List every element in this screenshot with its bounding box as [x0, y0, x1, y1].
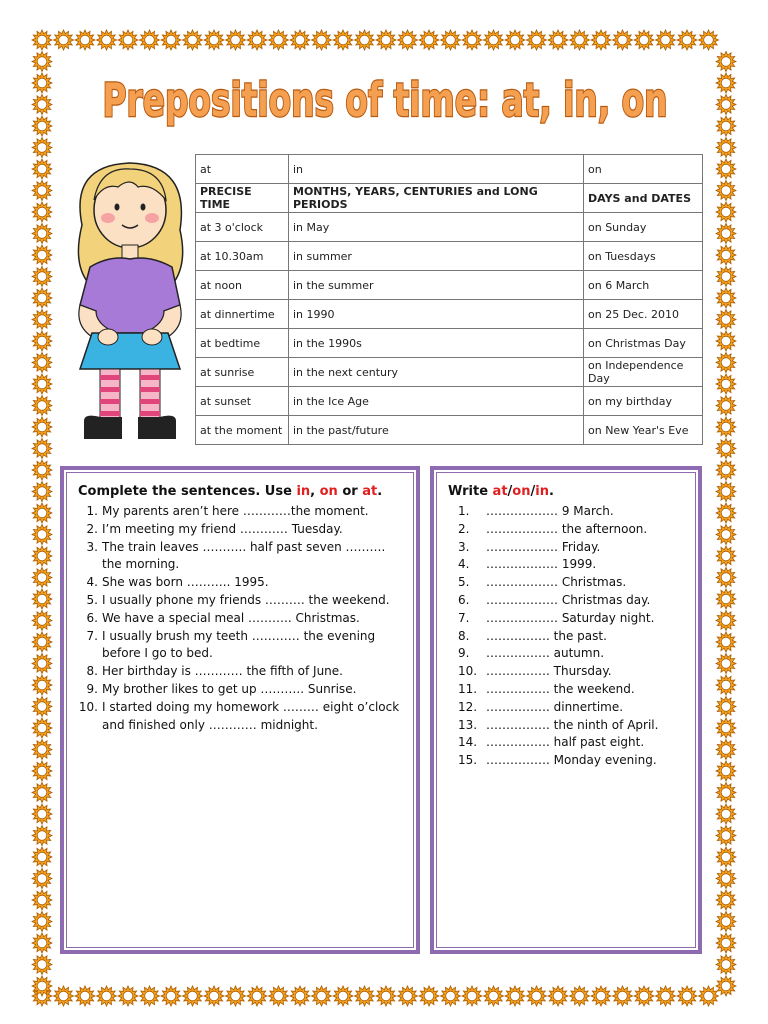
sun-icon — [376, 986, 396, 1006]
table-cell: in summer — [289, 242, 584, 271]
sun-icon — [247, 986, 267, 1006]
item-text: the morning. — [102, 557, 180, 572]
sun-icon — [226, 30, 246, 50]
sun-icon — [376, 30, 396, 50]
sun-icon — [716, 396, 736, 416]
table-row — [196, 213, 703, 242]
sun-icon — [32, 869, 52, 889]
list-item — [448, 610, 688, 628]
sun-icon — [32, 310, 52, 330]
table-cell: at sunrise — [196, 358, 289, 387]
sun-icon — [419, 30, 439, 50]
sun-icon — [527, 30, 547, 50]
sun-icon — [634, 30, 654, 50]
sun-icon — [484, 30, 504, 50]
sun-icon — [32, 460, 52, 480]
sun-icon — [32, 589, 52, 609]
sun-icon — [716, 460, 736, 480]
list-item — [78, 681, 406, 699]
sun-icon — [699, 986, 719, 1006]
item-text: I usually brush my teeth ………… the evening — [102, 628, 376, 643]
sun-icon — [484, 986, 504, 1006]
table-row — [196, 155, 703, 184]
item-number: 15. — [458, 753, 478, 768]
sun-icon — [32, 202, 52, 222]
list-item — [448, 521, 688, 539]
sun-icon — [716, 890, 736, 910]
item-number: 2. — [86, 521, 98, 536]
sun-icon — [32, 95, 52, 115]
sun-icon — [716, 632, 736, 652]
item-number: 3. — [458, 539, 470, 554]
sun-icon — [716, 525, 736, 545]
exercise-write-prepositions — [430, 466, 702, 954]
sun-icon — [548, 30, 568, 50]
list-item — [78, 699, 406, 735]
sun-icon — [613, 30, 633, 50]
sun-icon — [32, 783, 52, 803]
item-number: 9. — [86, 681, 98, 696]
sun-icon — [118, 30, 138, 50]
table-cell: on Christmas Day — [584, 329, 703, 358]
list-item — [448, 574, 688, 592]
item-text: ……………… Friday. — [486, 539, 601, 554]
sun-icon — [204, 30, 224, 50]
list-item — [78, 539, 406, 575]
sun-icon — [140, 986, 160, 1006]
sun-icon — [140, 30, 160, 50]
sun-icon — [677, 30, 697, 50]
sun-icon — [118, 986, 138, 1006]
sun-icon — [570, 30, 590, 50]
sun-icon — [613, 986, 633, 1006]
table-cell: at 3 o'clock — [196, 213, 289, 242]
table-cell: at bedtime — [196, 329, 289, 358]
list-item — [78, 628, 406, 664]
sun-icon — [32, 138, 52, 158]
sun-icon — [462, 30, 482, 50]
exercise2-title: Write at/on/in. — [448, 484, 554, 499]
sun-icon — [716, 654, 736, 674]
item-text: ……………. half past eight. — [486, 735, 645, 750]
sun-icon — [32, 482, 52, 502]
table-row — [196, 300, 703, 329]
item-number: 3. — [86, 539, 98, 554]
exercise1-title: Complete the sentences. Use in, on or at. — [78, 484, 383, 499]
sun-icon — [32, 353, 52, 373]
sun-icon — [32, 740, 52, 760]
sun-icon — [716, 955, 736, 975]
sun-icon — [716, 353, 736, 373]
exercise-complete-sentences — [60, 466, 420, 954]
table-cell: on New Year's Eve — [584, 416, 703, 445]
exercise1-list — [78, 503, 406, 734]
sun-icon — [716, 138, 736, 158]
sun-icon — [398, 30, 418, 50]
item-number: 8. — [86, 664, 98, 679]
item-text: ……………… Christmas day. — [486, 592, 651, 607]
item-text: The train leaves ……….. half past seven ………. — [102, 539, 386, 554]
item-number: 11. — [458, 681, 478, 696]
sun-icon — [32, 116, 52, 136]
item-number: 10. — [458, 664, 478, 679]
sun-icon — [634, 986, 654, 1006]
list-item — [448, 503, 688, 521]
sun-icon — [97, 30, 117, 50]
sun-icon — [32, 503, 52, 523]
page-title — [95, 58, 675, 138]
sun-icon — [32, 288, 52, 308]
list-item — [448, 592, 688, 610]
item-number: 5. — [86, 592, 98, 607]
sun-icon — [656, 986, 676, 1006]
sun-icon — [716, 288, 736, 308]
girl-illustration — [60, 155, 200, 455]
sun-icon — [716, 310, 736, 330]
sun-icon — [32, 181, 52, 201]
sun-icon — [32, 396, 52, 416]
sun-icon — [269, 986, 289, 1006]
sun-icon — [716, 159, 736, 179]
item-text: ……………… Saturday night. — [486, 610, 655, 625]
sun-icon — [75, 30, 95, 50]
sun-icon — [716, 568, 736, 588]
sun-icon — [716, 267, 736, 287]
sun-icon — [716, 52, 736, 72]
item-number: 6. — [458, 592, 470, 607]
item-text: I started doing my homework ……… eight o’clock — [102, 699, 400, 714]
table-cell: in the 1990s — [289, 329, 584, 358]
item-text: ……………… 9 March. — [486, 504, 614, 518]
sun-icon — [716, 718, 736, 738]
table-cell: on 25 Dec. 2010 — [584, 300, 703, 329]
prepositions-table — [195, 154, 703, 445]
sun-icon — [97, 986, 117, 1006]
item-text: ……………… 1999. — [486, 557, 597, 572]
item-text: ……………. dinnertime. — [486, 699, 624, 714]
table-cell: on my birthday — [584, 387, 703, 416]
sun-icon — [716, 181, 736, 201]
table-cell: MONTHS, YEARS, CENTURIES and LONG PERIODS — [289, 184, 584, 213]
item-number: 9. — [458, 646, 470, 661]
list-item — [78, 663, 406, 681]
sun-icon — [419, 986, 439, 1006]
sun-icon — [32, 761, 52, 781]
item-text: ……………. autumn. — [486, 646, 605, 661]
sun-icon — [32, 890, 52, 910]
sun-icon — [333, 986, 353, 1006]
item-text: ……………. Monday evening. — [486, 753, 657, 768]
sun-icon — [699, 30, 719, 50]
sun-icon — [312, 30, 332, 50]
sun-icon — [32, 933, 52, 953]
table-cell: on Tuesdays — [584, 242, 703, 271]
table-row — [196, 242, 703, 271]
sun-icon — [32, 224, 52, 244]
sun-icon — [716, 116, 736, 136]
sun-icon — [398, 986, 418, 1006]
sun-icon — [32, 525, 52, 545]
item-text: ……………… the afternoon. — [486, 521, 648, 536]
sun-icon — [716, 675, 736, 695]
list-item — [448, 681, 688, 699]
sun-icon — [247, 30, 267, 50]
sun-icon — [716, 611, 736, 631]
sun-icon — [312, 986, 332, 1006]
item-number: 4. — [86, 575, 98, 590]
item-text: before I go to bed. — [102, 646, 213, 661]
sun-icon — [32, 245, 52, 265]
sun-icon — [677, 986, 697, 1006]
item-number: 14. — [458, 735, 478, 750]
item-text: ……………… Christmas. — [486, 575, 627, 590]
sun-icon — [716, 224, 736, 244]
table-cell: in the next century — [289, 358, 584, 387]
sun-icon — [32, 374, 52, 394]
sun-icon — [32, 73, 52, 93]
sun-icon — [716, 697, 736, 717]
sun-icon — [161, 986, 181, 1006]
item-number: 7. — [458, 610, 470, 625]
table-row — [196, 358, 703, 387]
sun-icon — [32, 568, 52, 588]
item-text: ……………. the past. — [486, 628, 607, 643]
item-text: and finished only ………… midnight. — [102, 717, 318, 732]
item-text: My brother likes to get up ……….. Sunrise. — [102, 681, 357, 696]
list-item — [448, 539, 688, 557]
table-cell: in the Ice Age — [289, 387, 584, 416]
item-text: I’m meeting my friend ………… Tuesday. — [102, 521, 343, 536]
sun-icon — [505, 986, 525, 1006]
table-cell: in the past/future — [289, 416, 584, 445]
table-row — [196, 387, 703, 416]
list-item — [448, 645, 688, 663]
sun-icon — [716, 439, 736, 459]
sun-icon — [32, 159, 52, 179]
item-number: 12. — [458, 699, 478, 714]
sun-icon — [32, 439, 52, 459]
sun-icon — [204, 986, 224, 1006]
table-cell: at dinnertime — [196, 300, 289, 329]
sun-icon — [75, 986, 95, 1006]
sun-icon — [716, 804, 736, 824]
sun-icon — [183, 986, 203, 1006]
list-item — [448, 663, 688, 681]
table-cell: at — [196, 155, 289, 184]
table-cell: at sunset — [196, 387, 289, 416]
item-text: ……………. Thursday. — [486, 664, 612, 679]
sun-icon — [32, 52, 52, 72]
sun-icon — [32, 632, 52, 652]
sun-icon — [290, 986, 310, 1006]
list-item — [448, 628, 688, 646]
sun-icon — [591, 986, 611, 1006]
item-text: We have a special meal ……….. Christmas. — [102, 610, 360, 625]
sun-icon — [716, 374, 736, 394]
item-number: 7. — [86, 628, 98, 643]
item-number: 4. — [458, 557, 470, 572]
list-item — [78, 503, 406, 521]
sun-icon — [716, 202, 736, 222]
sun-icon — [716, 826, 736, 846]
sun-icon — [716, 546, 736, 566]
list-item — [448, 717, 688, 735]
sun-icon — [716, 740, 736, 760]
sun-icon — [548, 986, 568, 1006]
table-cell: DAYS and DATES — [584, 184, 703, 213]
list-item — [448, 752, 688, 770]
item-number: 10. — [78, 699, 98, 714]
sun-icon — [355, 30, 375, 50]
sun-icon — [716, 912, 736, 932]
table-cell: in — [289, 155, 584, 184]
sun-icon — [441, 986, 461, 1006]
table-cell: at 10.30am — [196, 242, 289, 271]
item-number: 8. — [458, 628, 470, 643]
sun-icon — [32, 675, 52, 695]
sun-icon — [716, 933, 736, 953]
item-number: 1. — [458, 504, 470, 518]
sun-icon — [32, 718, 52, 738]
sun-icon — [716, 589, 736, 609]
item-number: 6. — [86, 610, 98, 625]
sun-icon — [32, 826, 52, 846]
table-row — [196, 271, 703, 300]
sun-icon — [32, 847, 52, 867]
sun-icon — [656, 30, 676, 50]
sun-icon — [716, 847, 736, 867]
list-item — [78, 574, 406, 592]
item-text: Her birthday is ………… the fifth of June. — [102, 664, 343, 679]
sun-icon — [333, 30, 353, 50]
sun-icon — [54, 986, 74, 1006]
sun-icon — [32, 955, 52, 975]
sun-icon — [716, 331, 736, 351]
sun-icon — [441, 30, 461, 50]
sun-icon — [32, 804, 52, 824]
sun-icon — [716, 869, 736, 889]
sun-icon — [32, 654, 52, 674]
table-cell: in the summer — [289, 271, 584, 300]
sun-icon — [716, 417, 736, 437]
item-number: 2. — [458, 521, 470, 536]
item-number: 13. — [458, 717, 478, 732]
sun-icon — [32, 546, 52, 566]
list-item — [448, 699, 688, 717]
sun-icon — [183, 30, 203, 50]
sun-icon — [591, 30, 611, 50]
list-item — [78, 521, 406, 539]
sun-icon — [570, 986, 590, 1006]
sun-icon — [32, 331, 52, 351]
table-cell: in May — [289, 213, 584, 242]
sun-icon — [32, 417, 52, 437]
list-item — [448, 734, 688, 752]
sun-icon — [716, 503, 736, 523]
list-item — [78, 592, 406, 610]
item-number: 1. — [86, 504, 98, 518]
table-cell: at the moment — [196, 416, 289, 445]
sun-icon — [716, 245, 736, 265]
sun-icon — [716, 976, 736, 996]
sun-icon — [32, 267, 52, 287]
table-row — [196, 416, 703, 445]
table-row — [196, 184, 703, 213]
sun-icon — [716, 95, 736, 115]
sun-icon — [527, 986, 547, 1006]
table-cell: at noon — [196, 271, 289, 300]
svg-text:Prepositions of time: at, in,: Prepositions of time: at, in, on — [102, 73, 668, 127]
sun-icon — [716, 761, 736, 781]
list-item — [78, 610, 406, 628]
table-row — [196, 329, 703, 358]
table-cell: on — [584, 155, 703, 184]
sun-icon — [462, 986, 482, 1006]
sun-icon — [32, 611, 52, 631]
sun-icon — [269, 30, 289, 50]
exercise2-list — [448, 503, 688, 770]
sun-icon — [32, 697, 52, 717]
table-cell: PRECISE TIME — [196, 184, 289, 213]
item-number: 5. — [458, 575, 470, 590]
table-cell: in 1990 — [289, 300, 584, 329]
list-item — [448, 556, 688, 574]
sun-icon — [716, 482, 736, 502]
sun-icon — [226, 986, 246, 1006]
item-text: My parents aren’t here …………the moment. — [102, 504, 369, 518]
sun-icon — [290, 30, 310, 50]
item-text: She was born ……….. 1995. — [102, 575, 269, 590]
sun-icon — [32, 912, 52, 932]
table-cell: on Independence Day — [584, 358, 703, 387]
table-cell: on Sunday — [584, 213, 703, 242]
table-cell: on 6 March — [584, 271, 703, 300]
sun-icon — [32, 30, 52, 50]
sun-icon — [505, 30, 525, 50]
item-text: ……………. the weekend. — [486, 681, 635, 696]
sun-icon — [716, 73, 736, 93]
sun-icon — [355, 986, 375, 1006]
item-text: ……………. the ninth of April. — [486, 717, 659, 732]
item-text: I usually phone my friends ………. the weekend. — [102, 592, 390, 607]
sun-icon — [161, 30, 181, 50]
sun-icon — [54, 30, 74, 50]
sun-icon — [716, 783, 736, 803]
